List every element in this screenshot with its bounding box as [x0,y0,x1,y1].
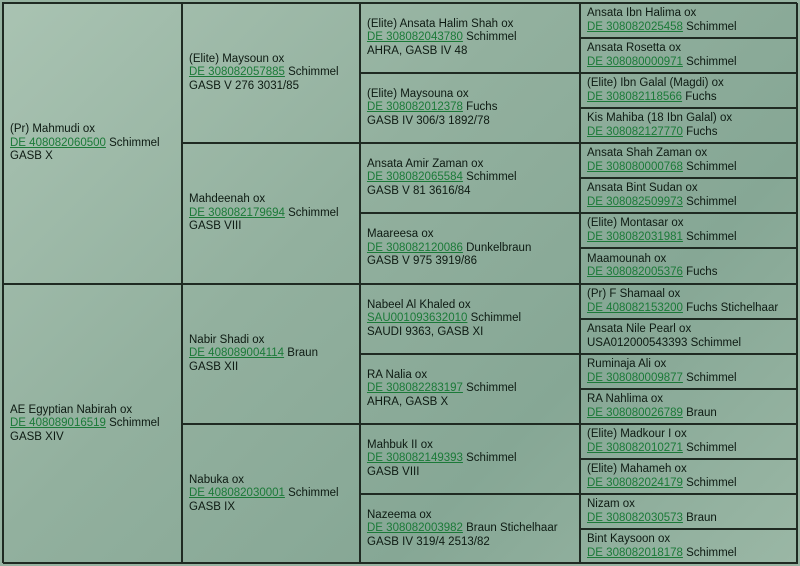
registration-link[interactable]: DE 308080000768 [587,160,683,173]
pedigree-cell-gen3 [360,354,580,424]
coat-color: Braun Stichelhaar [466,522,558,535]
registration-link[interactable]: DE 408082060500 [10,136,106,149]
coat-color: Schimmel [686,195,737,208]
horse-name: (Pr) F Shamaal ox [587,288,681,300]
registration-link[interactable]: DE 308080009877 [587,371,683,384]
studbook-info: GASB V 276 3031/85 [189,79,299,92]
coat-color: Fuchs [686,266,718,278]
registration-link[interactable]: DE 308082031981 [587,230,683,243]
registration-link[interactable]: DE 308082010271 [587,441,683,454]
studbook-info: GASB V 975 3919/86 [367,255,477,268]
coat-color: Schimmel [288,66,339,79]
studbook-info: GASB IV 306/3 1892/78 [367,114,490,127]
horse-name: Nazeema ox [367,508,432,521]
pedigree-cell-gen3 [360,424,580,494]
horse-name: Nabuka ox [189,473,244,486]
registration-link[interactable]: DE 308082025458 [587,20,683,33]
registration-link[interactable]: DE 308082043780 [367,31,463,44]
horse-name: (Elite) Maysouna ox [367,87,469,100]
horse-name: (Elite) Mahameh ox [587,463,687,475]
pedigree-cell-gen2 [182,143,360,284]
registration-link[interactable]: DE 308082509973 [587,195,683,208]
pedigree-cell-gen4 [580,73,798,108]
pedigree-cell-gen4 [580,3,798,38]
coat-color: Braun [287,347,318,360]
registration-number: USA012000543393 [587,336,688,349]
pedigree-cell-gen2 [182,3,360,143]
studbook-info: GASB XIV [10,430,64,443]
pedigree-cell-gen3 [360,143,580,213]
coat-color: Schimmel [109,417,160,430]
coat-color: Fuchs Stichelhaar [686,301,779,314]
horse-name: Mahdeenah ox [189,193,266,206]
horse-name: Maamounah ox [587,252,667,265]
coat-color: Braun [686,406,717,419]
coat-color: Schimmel [686,55,737,68]
coat-color: Schimmel [686,371,737,384]
coat-color: Schimmel [288,487,339,500]
horse-name: (Elite) Montasar ox [587,217,684,229]
registration-link[interactable]: DE 308082030573 [587,511,683,524]
pedigree-cell-gen4 [580,248,798,284]
coat-color: Schimmel [466,382,517,395]
registration-link[interactable]: DE 308082018178 [587,546,683,559]
studbook-info: GASB VIII [189,220,242,233]
studbook-info: GASB X [10,150,53,163]
pedigree-cell-gen3 [360,213,580,284]
registration-link[interactable]: DE 308082012378 [367,101,463,114]
registration-link[interactable]: DE 308082118566 [587,90,683,103]
registration-link[interactable]: DE 308080000971 [587,55,683,68]
horse-name: (Elite) Ansata Halim Shah ox [367,17,514,30]
coat-color: Schimmel [686,230,737,243]
horse-name: Ansata Ibn Halima ox [587,7,697,19]
pedigree-cell-gen4 [580,178,798,213]
registration-link[interactable]: DE 308082003982 [367,522,463,535]
studbook-info: GASB VIII [367,465,420,478]
horse-name: RA Nahlima ox [587,393,664,405]
pedigree-cell-gen3 [360,494,580,564]
pedigree-cell-gen4 [580,38,798,73]
pedigree-cell-gen4 [580,319,798,354]
studbook-info: AHRA, GASB X [367,395,449,408]
registration-link[interactable]: DE 308082120086 [367,241,463,254]
horse-name: Ansata Nile Pearl ox [587,323,692,335]
pedigree-cell-gen2 [182,284,360,424]
coat-color: Schimmel [686,160,737,173]
pedigree-cell-gen1 [3,3,182,284]
studbook-info: GASB IV 319/4 2513/82 [367,535,490,548]
horse-name: Ruminaja Ali ox [587,358,667,370]
coat-color: Schimmel [690,336,742,349]
horse-name: (Elite) Maysoun ox [189,52,285,65]
registration-link[interactable]: DE 308082057885 [189,66,285,79]
coat-color: Dunkelbraun [466,241,532,254]
registration-link[interactable]: DE 408082030001 [189,487,285,500]
registration-link[interactable]: DE 308080026789 [587,406,683,419]
horse-name: (Elite) Ibn Galal (Magdi) ox [587,77,724,89]
pedigree-cell-gen4 [580,459,798,494]
coat-color: Schimmel [686,20,737,33]
pedigree-cell-gen1 [3,284,182,564]
studbook-info: SAUDI 9363, GASB XI [367,325,484,338]
studbook-info: GASB IX [189,500,236,513]
coat-color: Fuchs [466,101,498,114]
coat-color: Schimmel [466,452,517,465]
horse-name: Mahbuk II ox [367,438,433,451]
pedigree-cell-gen2 [182,424,360,564]
horse-name: Ansata Bint Sudan ox [587,182,698,194]
pedigree-cell-gen4 [580,424,798,459]
coat-color: Fuchs [686,125,718,138]
pedigree-cell-gen3 [360,73,580,143]
registration-link[interactable]: DE 308082127770 [587,125,683,138]
pedigree-cell-gen4 [580,143,798,178]
horse-name: Maareesa ox [367,228,434,241]
horse-name: RA Nalia ox [367,368,428,381]
studbook-info: GASB XII [189,360,239,373]
coat-color: Schimmel [686,476,737,489]
coat-color: Schimmel [686,546,737,559]
pedigree-cell-gen4 [580,529,798,564]
horse-name: Nabeel Al Khaled ox [367,298,471,311]
pedigree-cell-gen4 [580,494,798,529]
registration-link[interactable]: DE 308082005376 [587,266,683,278]
registration-link[interactable]: DE 308082024179 [587,476,683,489]
registration-link[interactable]: DE 308082065584 [367,171,463,184]
studbook-info: GASB V 81 3616/84 [367,184,471,197]
coat-color: Braun [686,511,717,524]
coat-color: Schimmel [288,206,339,219]
horse-name: Kis Mahiba (18 Ibn Galal) ox [587,112,733,124]
horse-name: Bint Kaysoon ox [587,533,671,545]
registration-link[interactable]: DE 308082283197 [367,382,463,395]
horse-name: Ansata Amir Zaman ox [367,157,484,170]
horse-name: Ansata Rosetta ox [587,42,681,54]
pedigree-cell-gen3 [360,284,580,354]
horse-name: AE Egyptian Nabirah ox [10,403,133,416]
horse-name: Nizam ox [587,498,635,510]
pedigree-table [2,2,797,563]
coat-color: Fuchs [685,90,717,103]
registration-link[interactable]: DE 408089004114 [189,347,285,360]
pedigree-cell-gen4 [580,213,798,248]
horse-name: (Pr) Mahmudi ox [10,123,95,136]
registration-link[interactable]: DE 408082153200 [587,301,683,314]
pedigree-cell-gen4 [580,108,798,143]
registration-link[interactable]: SAU001093632010 [367,312,468,325]
coat-color: Schimmel [470,312,522,325]
horse-name: Ansata Shah Zaman ox [587,147,708,159]
pedigree-cell-gen3 [360,3,580,73]
pedigree-cell-gen4 [580,354,798,389]
horse-name: (Elite) Madkour I ox [587,428,687,440]
horse-name: Nabir Shadi ox [189,333,265,346]
coat-color: Schimmel [109,136,160,149]
coat-color: Schimmel [466,171,517,184]
pedigree-cell-gen4 [580,389,798,424]
registration-link[interactable]: DE 308082149393 [367,452,463,465]
registration-link[interactable]: DE 308082179694 [189,206,285,219]
pedigree-cell-gen4 [580,284,798,319]
studbook-info: AHRA, GASB IV 48 [367,44,468,57]
coat-color: Schimmel [686,441,737,454]
registration-link[interactable]: DE 408089016519 [10,417,106,430]
coat-color: Schimmel [466,31,517,44]
